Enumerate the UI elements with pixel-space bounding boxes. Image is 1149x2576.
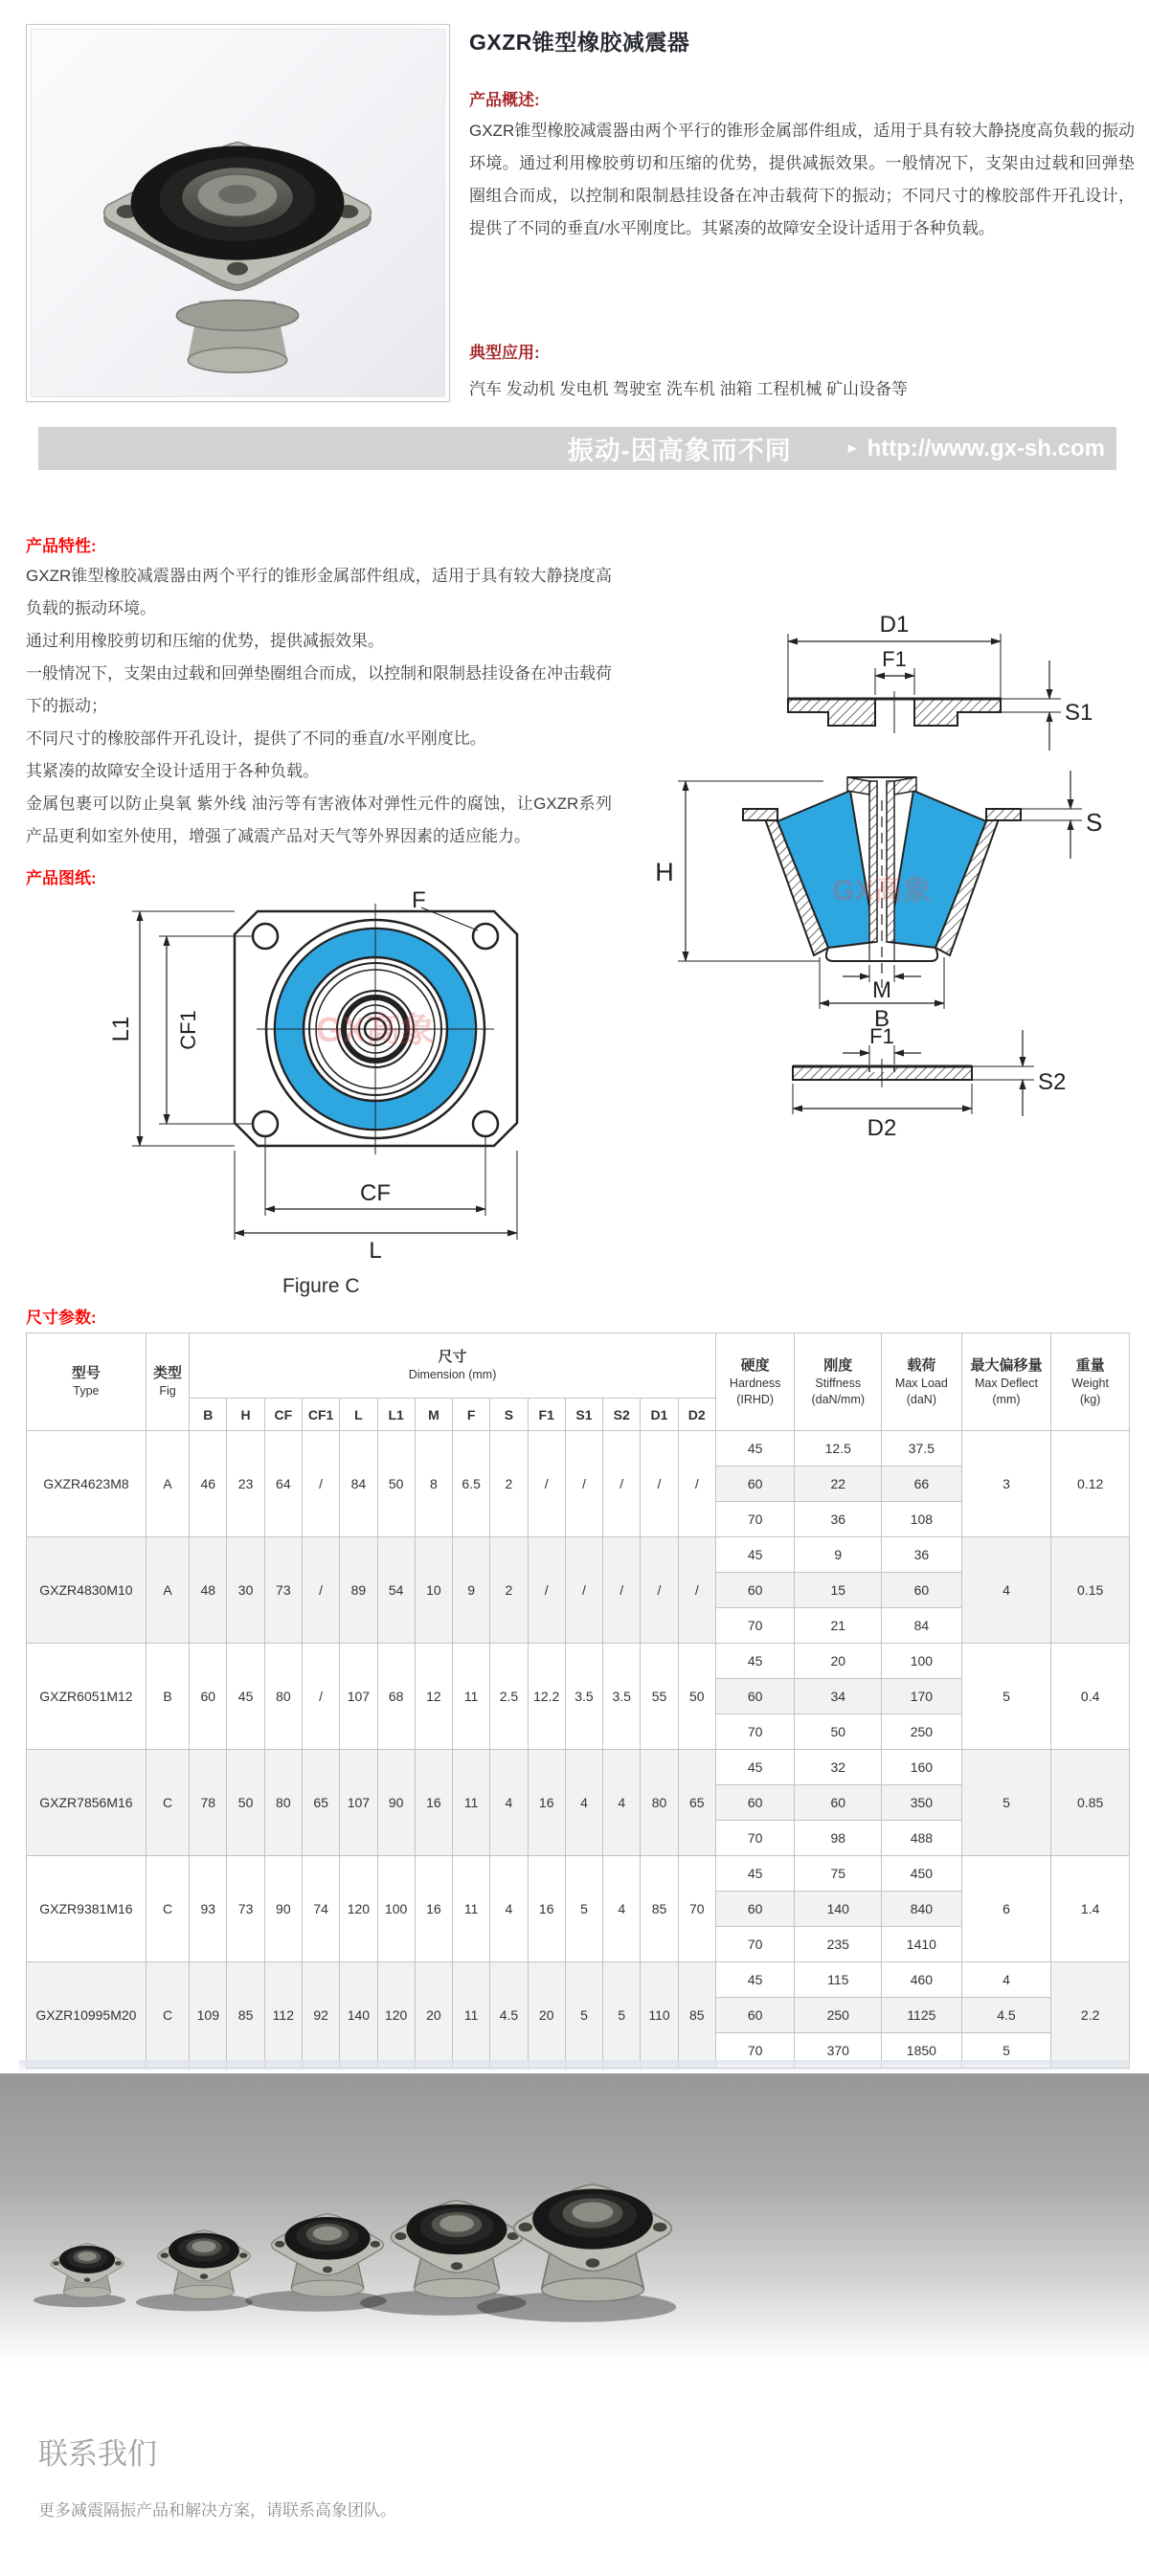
feature-lines — [26, 560, 612, 853]
col-header-type: 型号 Type — [27, 1333, 146, 1431]
table-cell: 70 — [715, 1502, 795, 1537]
applications-heading: 典型应用: — [469, 344, 540, 362]
table-cell: 60 — [190, 1644, 227, 1750]
table-cell: 4.5 — [961, 1998, 1051, 2033]
feature-line: 通过利用橡胶剪切和压缩的优势，提供减振效果。 — [26, 632, 384, 650]
table-cell: 80 — [641, 1750, 678, 1856]
table-cell: 45 — [715, 1962, 795, 1998]
col-header-fig: 类型 Fig — [146, 1333, 189, 1431]
table-cell: 45 — [715, 1431, 795, 1467]
table-cell: GXZR6051M12 — [27, 1644, 146, 1750]
table-cell: 73 — [264, 1537, 302, 1644]
features-section — [26, 532, 612, 853]
dim-label-f1-top: F1 — [882, 647, 907, 671]
table-cell: 34 — [795, 1679, 882, 1714]
table-cell: 73 — [227, 1856, 264, 1962]
table-cell: 9 — [795, 1537, 882, 1573]
table-cell: 32 — [795, 1750, 882, 1785]
table-cell: 2.2 — [1051, 1962, 1130, 2069]
dim-label-d1: D1 — [879, 613, 910, 638]
dim-label-h: H — [655, 858, 674, 886]
table-cell: 107 — [340, 1644, 377, 1750]
dim-label-s2: S2 — [1038, 1069, 1067, 1095]
table-cell: 20 — [415, 1962, 452, 2069]
table-cell: / — [603, 1537, 641, 1644]
dim-label-f: F — [412, 890, 426, 913]
table-cell: 66 — [882, 1467, 962, 1502]
feature-line: 一般情况下，支架由过载和回弹垫圈组合而成，以控制和限制悬挂设备在冲击载荷下的振动； — [26, 664, 612, 715]
table-cell: A — [146, 1537, 189, 1644]
feature-line: GXZR锥型橡胶减震器由两个平行的锥形金属部件组成，适用于具有较大静挠度高负载的振动环境。 — [26, 567, 612, 617]
table-cell: 45 — [715, 1537, 795, 1573]
col-header-dimension: 尺寸 Dimension (mm) — [190, 1333, 716, 1399]
product-render-3d — [32, 30, 444, 396]
table-cell: 75 — [795, 1856, 882, 1892]
drawings-heading: 产品图纸: — [26, 869, 97, 887]
table-cell: 85 — [227, 1962, 264, 2069]
table-cell: 90 — [264, 1856, 302, 1962]
table-cell: / — [302, 1644, 339, 1750]
table-cell: 46 — [190, 1431, 227, 1537]
table-cell: / — [302, 1431, 339, 1537]
table-cell: 350 — [882, 1785, 962, 1821]
table-row — [27, 1962, 1130, 1998]
table-cell: 60 — [715, 1679, 795, 1714]
table-cell: 0.4 — [1051, 1644, 1130, 1750]
table-cell: / — [678, 1537, 715, 1644]
table-cell: 22 — [795, 1467, 882, 1502]
table-cell: 11 — [453, 1750, 490, 1856]
table-cell: 4 — [603, 1856, 641, 1962]
table-row — [27, 1856, 1130, 1892]
table-cell: 170 — [882, 1679, 962, 1714]
col-header-dim-S: S — [490, 1399, 528, 1431]
table-cell: 55 — [641, 1644, 678, 1750]
table-cell: 2 — [490, 1537, 528, 1644]
product-photo-box — [26, 24, 450, 402]
table-cell: 65 — [302, 1750, 339, 1856]
table-cell: 20 — [795, 1644, 882, 1679]
col-header-load: 载荷 Max Load (daN) — [882, 1333, 962, 1431]
col-header-dim-L1: L1 — [377, 1399, 415, 1431]
table-cell: 70 — [715, 1714, 795, 1750]
col-header-dim-B: B — [190, 1399, 227, 1431]
figure-caption: Figure C — [282, 1275, 360, 1297]
contact-text: 更多减震隔振产品和解决方案，请联系高象团队。 — [38, 2501, 396, 2520]
table-cell: 0.12 — [1051, 1431, 1130, 1537]
header-column — [469, 25, 1135, 408]
page-title: GXZR锥型橡胶减震器 — [469, 30, 690, 55]
table-cell: 50 — [678, 1644, 715, 1750]
table-cell: 0.15 — [1051, 1537, 1130, 1644]
table-cell: 30 — [227, 1537, 264, 1644]
table-cell: 4 — [490, 1750, 528, 1856]
banner-slogan: 振动-因高象而不同 — [567, 437, 792, 465]
table-cell: 10 — [415, 1537, 452, 1644]
table-cell: 100 — [882, 1644, 962, 1679]
table-cell: / — [641, 1537, 678, 1644]
col-header-stiffness: 刚度 Stiffness (daN/mm) — [795, 1333, 882, 1431]
col-header-weight: 重量 Weight (kg) — [1051, 1333, 1130, 1431]
table-cell: 108 — [882, 1502, 962, 1537]
table-cell: 36 — [882, 1537, 962, 1573]
table-cell: 160 — [882, 1750, 962, 1785]
cross-section-drawings — [632, 613, 1130, 1149]
table-cell: / — [565, 1537, 602, 1644]
table-cell: 92 — [302, 1962, 339, 2069]
table-cell: GXZR7856M16 — [27, 1750, 146, 1856]
table-cell: 60 — [715, 1467, 795, 1502]
table-cell: / — [302, 1537, 339, 1644]
table-cell: GXZR4830M10 — [27, 1537, 146, 1644]
banner-url[interactable]: http://www.gx-sh.com — [867, 435, 1105, 461]
col-header-dim-CF1: CF1 — [302, 1399, 339, 1431]
col-header-hardness: 硬度 Hardness (IRHD) — [715, 1333, 795, 1431]
table-cell: 15 — [795, 1573, 882, 1608]
table-cell: 89 — [340, 1537, 377, 1644]
table-cell: 50 — [227, 1750, 264, 1856]
table-cell: 78 — [190, 1750, 227, 1856]
table-cell: 16 — [528, 1856, 565, 1962]
dim-label-f1-bottom: F1 — [869, 1024, 894, 1048]
table-cell: 140 — [795, 1892, 882, 1927]
table-cell: 5 — [961, 1750, 1051, 1856]
table-cell: 235 — [795, 1927, 882, 1962]
table-cell: 5 — [603, 1962, 641, 2069]
table-cell: 840 — [882, 1892, 962, 1927]
table-row — [27, 1644, 1130, 1679]
table-cell: 45 — [715, 1856, 795, 1892]
col-header-dim-S2: S2 — [603, 1399, 641, 1431]
table-cell: GXZR10995M20 — [27, 1962, 146, 2069]
table-cell: 9 — [453, 1537, 490, 1644]
table-cell: 70 — [678, 1856, 715, 1962]
table-cell: 5 — [961, 2033, 1051, 2069]
table-cell: 4 — [603, 1750, 641, 1856]
table-cell: A — [146, 1431, 189, 1537]
table-cell: 60 — [795, 1785, 882, 1821]
applications-text: 汽车 发动机 发电机 驾驶室 洗车机 油箱 工程机械 矿山设备等 — [469, 380, 909, 398]
table-cell: 70 — [715, 2033, 795, 2069]
table-cell: 6 — [961, 1856, 1051, 1962]
table-cell: 60 — [882, 1573, 962, 1608]
table-shadow — [19, 2060, 1130, 2073]
slogan-banner — [38, 427, 1116, 470]
table-cell: 2.5 — [490, 1644, 528, 1750]
table-cell: 12.5 — [795, 1431, 882, 1467]
figure-c-drawing — [96, 890, 527, 1271]
table-cell: C — [146, 1962, 189, 2069]
table-cell: 45 — [715, 1644, 795, 1679]
col-header-dim-M: M — [415, 1399, 452, 1431]
col-header-dim-F1: F1 — [528, 1399, 565, 1431]
table-cell: 45 — [227, 1644, 264, 1750]
table-cell: 16 — [415, 1856, 452, 1962]
overview-heading: 产品概述: — [469, 91, 540, 109]
feature-line: 不同尺寸的橡胶部件开孔设计，提供了不同的垂直/水平刚度比。 — [26, 729, 486, 748]
table-cell: 50 — [377, 1431, 415, 1537]
table-cell: 60 — [715, 1998, 795, 2033]
table-cell: 98 — [795, 1821, 882, 1856]
banner-url-wrap — [845, 436, 1105, 462]
table-cell: 16 — [528, 1750, 565, 1856]
col-header-deflect: 最大偏移量 Max Deflect (mm) — [961, 1333, 1051, 1431]
table-cell: 70 — [715, 1821, 795, 1856]
table-cell: 1125 — [882, 1998, 962, 2033]
table-cell: 460 — [882, 1962, 962, 1998]
col-header-dim-D1: D1 — [641, 1399, 678, 1431]
col-header-dim-L: L — [340, 1399, 377, 1431]
dimensions-heading: 尺寸参数: — [26, 1309, 97, 1327]
table-cell: / — [678, 1431, 715, 1537]
table-cell: 68 — [377, 1644, 415, 1750]
table-cell: 4 — [490, 1856, 528, 1962]
table-cell: 112 — [264, 1962, 302, 2069]
table-cell: 36 — [795, 1502, 882, 1537]
table-cell: 450 — [882, 1856, 962, 1892]
table-cell: 60 — [715, 1573, 795, 1608]
table-cell: 1850 — [882, 2033, 962, 2069]
arrow-right-icon: ► — [845, 440, 860, 457]
table-cell: 6.5 — [453, 1431, 490, 1537]
table-cell: 110 — [641, 1962, 678, 2069]
table-cell: 60 — [715, 1785, 795, 1821]
table-cell: 488 — [882, 1821, 962, 1856]
table-cell: GXZR9381M16 — [27, 1856, 146, 1962]
table-cell: 12.2 — [528, 1644, 565, 1750]
dim-label-d2: D2 — [867, 1115, 897, 1141]
table-cell: / — [565, 1431, 602, 1537]
table-cell: / — [528, 1537, 565, 1644]
table-cell: 85 — [641, 1856, 678, 1962]
dim-label-cf: CF — [360, 1180, 391, 1206]
table-cell: 70 — [715, 1927, 795, 1962]
table-cell: 70 — [715, 1608, 795, 1644]
feature-line: 其紧凑的故障安全设计适用于各种负载。 — [26, 762, 319, 780]
dim-label-b: B — [873, 1006, 890, 1032]
table-cell: B — [146, 1644, 189, 1750]
table-cell: 3 — [961, 1431, 1051, 1537]
dim-label-l1: L1 — [108, 1016, 134, 1042]
table-cell: 11 — [453, 1962, 490, 2069]
table-row — [27, 1537, 1130, 1573]
table-cell: 120 — [340, 1856, 377, 1962]
table-cell: 90 — [377, 1750, 415, 1856]
spec-table — [26, 1333, 1130, 2069]
product-family-photo — [0, 2073, 1149, 2364]
table-cell: 21 — [795, 1608, 882, 1644]
col-header-dim-H: H — [227, 1399, 264, 1431]
table-cell: 64 — [264, 1431, 302, 1537]
col-header-dim-D2: D2 — [678, 1399, 715, 1431]
table-cell: 74 — [302, 1856, 339, 1962]
table-cell: 3.5 — [603, 1644, 641, 1750]
table-cell: 93 — [190, 1856, 227, 1962]
table-cell: 107 — [340, 1750, 377, 1856]
watermark: GX高象 — [832, 875, 932, 907]
table-cell: 370 — [795, 2033, 882, 2069]
table-cell: 250 — [795, 1998, 882, 2033]
table-cell: 0.85 — [1051, 1750, 1130, 1856]
table-cell: 109 — [190, 1962, 227, 2069]
dim-label-s1: S1 — [1065, 700, 1093, 726]
table-cell: 1.4 — [1051, 1856, 1130, 1962]
table-cell: 11 — [453, 1644, 490, 1750]
table-header-row — [27, 1333, 1130, 1399]
table-cell: 60 — [715, 1892, 795, 1927]
contact-heading: 联系我们 — [38, 2437, 157, 2471]
table-row — [27, 1750, 1130, 1785]
table-cell: 2 — [490, 1431, 528, 1537]
table-cell: 5 — [565, 1856, 602, 1962]
product-family-band — [0, 2073, 1149, 2364]
table-cell: 250 — [882, 1714, 962, 1750]
table-cell: 23 — [227, 1431, 264, 1537]
table-cell: 140 — [340, 1962, 377, 2069]
table-cell: 4 — [961, 1962, 1051, 1998]
table-cell: C — [146, 1750, 189, 1856]
watermark: GX高象 — [315, 1010, 436, 1049]
overview-text: GXZR锥型橡胶减震器由两个平行的锥形金属部件组成，适用于具有较大静挠度高负载的振动环境。通过利用橡胶剪切和压缩的优势，提供减振效果。一般情况下，支架由过载和回弹垫圈组合而成，以控制和限制悬挂设备在冲击载荷下的振动；不同尺寸的橡胶部件开孔设计，提供了不同的垂直/水平刚度比。其紧凑的故障安全设计适用于各种负载。 — [469, 122, 1135, 237]
table-cell: 20 — [528, 1962, 565, 2069]
table-cell: / — [641, 1431, 678, 1537]
table-cell: 54 — [377, 1537, 415, 1644]
table-cell: 65 — [678, 1750, 715, 1856]
features-heading: 产品特性: — [26, 537, 97, 555]
table-cell: 4 — [961, 1537, 1051, 1644]
table-cell: / — [603, 1431, 641, 1537]
table-cell: 8 — [415, 1431, 452, 1537]
col-header-dim-F: F — [453, 1399, 490, 1431]
table-cell: / — [528, 1431, 565, 1537]
table-cell: 4 — [565, 1750, 602, 1856]
dim-label-s: S — [1086, 808, 1103, 837]
table-cell: GXZR4623M8 — [27, 1431, 146, 1537]
table-cell: 100 — [377, 1856, 415, 1962]
table-cell: 45 — [715, 1750, 795, 1785]
table-cell: 5 — [565, 1962, 602, 2069]
spec-table-body — [27, 1431, 1130, 2069]
dim-label-l: L — [369, 1238, 382, 1264]
table-row — [27, 1431, 1130, 1467]
table-cell: 16 — [415, 1750, 452, 1856]
spec-table-section — [26, 1333, 1130, 2069]
table-cell: 84 — [882, 1608, 962, 1644]
col-header-dim-S1: S1 — [565, 1399, 602, 1431]
table-cell: 50 — [795, 1714, 882, 1750]
table-cell: 85 — [678, 1962, 715, 2069]
dim-label-m: M — [872, 977, 891, 1003]
feature-line: 金属包裹可以防止臭氧 紫外线 油污等有害液体对弹性元件的腐蚀，让GXZR系列产品更利如室外使用，增强了减震产品对天气等外界因素的适应能力。 — [26, 795, 612, 845]
table-cell: 37.5 — [882, 1431, 962, 1467]
table-cell: 4.5 — [490, 1962, 528, 2069]
table-cell: 80 — [264, 1750, 302, 1856]
col-header-dim-CF: CF — [264, 1399, 302, 1431]
table-cell: 48 — [190, 1537, 227, 1644]
table-cell: 3.5 — [565, 1644, 602, 1750]
table-cell: 1410 — [882, 1927, 962, 1962]
table-cell: 11 — [453, 1856, 490, 1962]
table-cell: 84 — [340, 1431, 377, 1537]
table-cell: 12 — [415, 1644, 452, 1750]
table-cell: 5 — [961, 1644, 1051, 1750]
dim-label-cf1: CF1 — [176, 1010, 200, 1050]
table-cell: 115 — [795, 1962, 882, 1998]
table-cell: 120 — [377, 1962, 415, 2069]
table-cell: C — [146, 1856, 189, 1962]
table-cell: 80 — [264, 1644, 302, 1750]
product-photo — [31, 29, 445, 397]
